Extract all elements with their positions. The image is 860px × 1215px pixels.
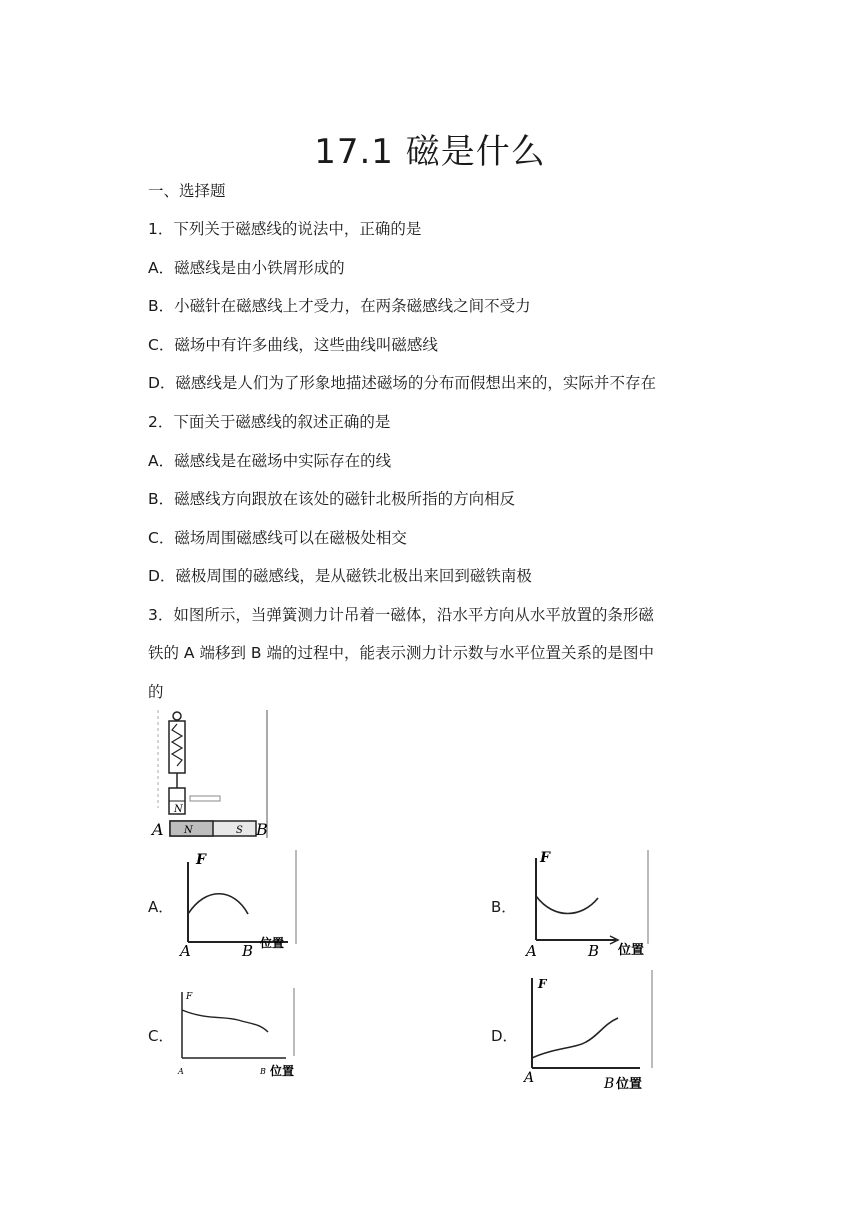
- x-end-label: B: [604, 1076, 615, 1092]
- curve: [188, 894, 248, 914]
- q2-option-a: A．磁感线是在磁场中实际存在的线: [148, 452, 392, 470]
- q3-option-b-graph: [520, 848, 652, 958]
- q3-option-d-label: D．: [491, 1027, 518, 1045]
- q3-option-a-label: A．: [148, 898, 174, 916]
- x-start-label: A: [180, 942, 191, 958]
- spring-scale-magnet-figure: [150, 708, 272, 842]
- spring-coil: [172, 724, 182, 766]
- q2-option-c: C．磁场周围磁感线可以在磁极处相交: [148, 529, 407, 547]
- q3-option-c-graph: [176, 986, 300, 1080]
- y-axis-label: F: [196, 852, 206, 868]
- x-axis-label: 位置: [270, 1064, 295, 1078]
- bar-magnet-s-label: S: [236, 825, 243, 836]
- q2-option-b: B．磁感线方向跟放在该处的磁针北极所指的方向相反: [148, 490, 516, 508]
- q3-option-c-label: C．: [148, 1027, 174, 1045]
- section-heading: 一、选择题: [148, 182, 226, 200]
- curve: [536, 896, 598, 914]
- q3-stem-line3: 的: [148, 683, 164, 701]
- q3-option-a-graph: [176, 848, 300, 958]
- x-start-label: A: [178, 1067, 184, 1076]
- x-end-label: B: [260, 1067, 266, 1076]
- figure-label-b: B: [256, 820, 268, 839]
- q3-option-b-label: B．: [491, 898, 517, 916]
- x-end-label: B: [588, 942, 600, 958]
- q1-stem: 1．下列关于磁感线的说法中，正确的是: [148, 220, 422, 238]
- q1-option-b: B．小磁针在磁感线上才受力，在两条磁感线之间不受力: [148, 297, 531, 315]
- hanging-magnet-label: N: [174, 804, 183, 815]
- q2-option-d: D．磁极周围的磁感线，是从磁铁北极出来回到磁铁南极: [148, 567, 532, 585]
- q1-option-c: C．磁场中有许多曲线，这些曲线叫磁感线: [148, 336, 438, 354]
- x-axis-label: 位置: [618, 943, 645, 958]
- q2-stem: 2．下面关于磁感线的叙述正确的是: [148, 413, 391, 431]
- bar-magnet-n-label: N: [184, 825, 193, 836]
- x-axis-label: 位置: [616, 1077, 643, 1092]
- x-axis-label: 位置: [260, 936, 285, 950]
- y-axis-label: F: [538, 977, 547, 991]
- q1-option-d: D．磁感线是人们为了形象地描述磁场的分布而假想出来的，实际并不存在: [148, 374, 656, 392]
- page-title: 17.1 磁是什么: [314, 132, 546, 172]
- q1-option-a: A．磁感线是由小铁屑形成的: [148, 259, 345, 277]
- curve: [532, 1018, 618, 1058]
- q3-option-d-graph: [520, 968, 656, 1094]
- spring-hook-ring: [173, 712, 181, 720]
- x-start-label: A: [526, 942, 537, 958]
- curve: [182, 1010, 268, 1032]
- x-end-label: B: [242, 942, 254, 958]
- q3-stem-line1: 3．如图所示，当弹簧测力计吊着一磁体，沿水平方向从水平放置的条形磁: [148, 606, 654, 624]
- figure-label-a: A: [152, 820, 164, 839]
- x-start-label: A: [524, 1070, 535, 1086]
- y-axis-label: F: [186, 992, 193, 1002]
- y-axis-label: F: [540, 850, 550, 866]
- q3-stem-line2: 铁的 A 端移到 B 端的过程中，能表示测力计示数与水平位置关系的是图中: [148, 644, 654, 662]
